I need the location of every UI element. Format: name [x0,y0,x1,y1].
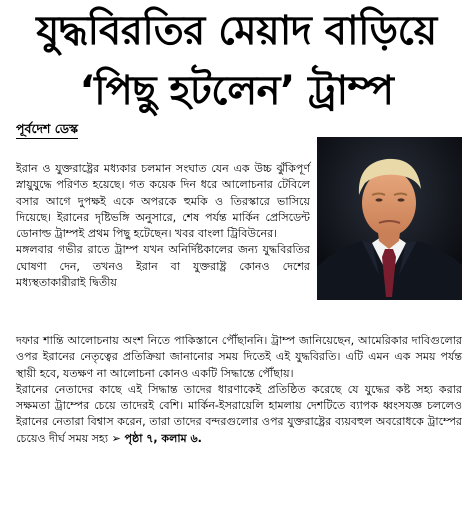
headline-line-2: ‘পিছু হটলেন’ ট্রাম্প [79,68,394,114]
byline: পূর্বদেশ ডেস্ক [16,121,78,139]
paragraph-3-text: ইরানের নেতাদের কাছে এই সিদ্ধান্ত তাদের ধারণাকেই প্রতিষ্ঠিত করেছে যে যুদ্ধের কষ্ট সহ্য করার সক্ষমতা ট্রাম্পের চেয়ে তাদেরই বেশি। মার্কিন-ইসরায়েলি হামলায় দেশটিতে ব্যাপক ধ্বংসযজ্ঞ চললেও ইরানের নেতারা বিশ্বাস করেন, তারা তাদের বন্দরগুলোর ওপর যুক্তরাষ্ট্রের ব্যয়বহুল অবরোধকে ট্রাম্পের চেয়েও দীর্ঘ সময় সহ্য [16,382,462,445]
paragraph-1: ইরান ও যুক্তরাষ্ট্রের মধ্যকার চলমান সংঘাত যেন এক উচ্চ ঝুঁকিপূর্ণ স্নায়ুযুদ্ধে পরিণত হয়েছে। গত কয়েক দিন ধরে আলোচনার টেবিলে বসার আগে দুপক্ষই একে অপরকে হুমকি ও তিরস্কারে ভাসিয়ে দিয়েছে। ইরানের দৃষ্টিভঙ্গি অনুসারে, শেষ পর্যন্ত মার্কিন প্রেসিডেন্ট ডোনাল্ড ট্রাম্পই প্রথম পিছু হটেছেন। খবর বাংলা ট্রিবিউনের। [16,162,310,241]
paragraph-2-end: দফার শান্তি আলোচনায় অংশ নিতে পাকিস্তানে পৌঁছাননি। ট্রাম্প জানিয়েছেন, আমেরিকার দাবিগুলোর ওপর ইরানের নেতৃত্বের প্রতিক্রিয়া জানানোর সময় দিতেই এই যুদ্ধবিরতি। এটি এমন এক সময় পর্যন্ত স্থায়ী হবে, যতক্ষণ না আলোচনা কোনও একটি সিদ্ধান্তে পৌঁছায়। [16,334,462,380]
portrait-photo [317,137,462,300]
article-column-bottom [16,333,462,447]
headline-line-1: যুদ্ধবিরতির মেয়াদ বাড়িয়ে [36,8,437,54]
paragraph-2-start: মঙ্গলবার গভীর রাতে ট্রাম্প যখন অনির্দিষ্টকালের জন্য যুদ্ধবিরতির ঘোষণা দেন, তখনও ইরান বা যুক্তরাষ্ট্র কোনও দেশের মধ্যস্থতাকারীরাই দ্বিতীয় [16,243,310,290]
portrait-illustration [317,137,462,300]
paragraph-3 [16,382,462,447]
continuation-link[interactable]: ➢ পৃষ্ঠা ৭, কলাম ৬. [111,431,202,445]
article-column-top [16,161,310,291]
